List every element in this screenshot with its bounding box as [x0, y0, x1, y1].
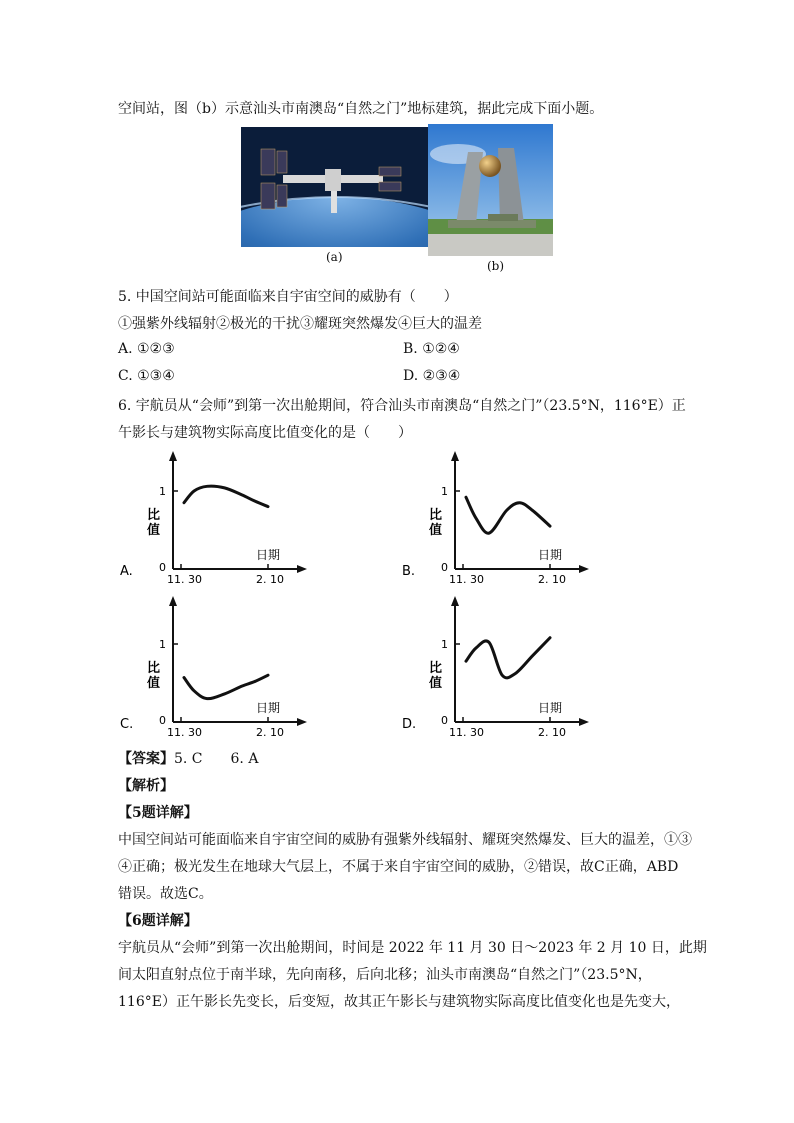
q6-stem-line1: 6. 宇航员从“会师”到第一次出舱期间，符合汕头市南澳岛“自然之门”（23.5°N，116°E）正: [118, 398, 686, 414]
y-axis-label-char: 值: [429, 523, 443, 538]
q5-option-d: D. ②③④: [403, 368, 461, 384]
q6-stem-line2: 午影长与建筑物实际高度比值变化的是（ ）: [118, 425, 412, 441]
x-tick-start-label: 11. 30: [449, 726, 484, 739]
y-axis-arrow: [451, 596, 459, 606]
x-axis-arrow: [297, 718, 307, 726]
y-axis-label-char: 值: [429, 676, 443, 691]
y-tick-one-label: 1: [441, 485, 448, 498]
y-axis-label-char: 比: [429, 661, 443, 676]
data-curve: [184, 675, 268, 698]
q5-detail-title: 【5题详解】: [118, 805, 198, 821]
y-axis-label-char: 值: [147, 676, 161, 691]
x-axis-label: 日期: [256, 701, 281, 715]
data-curve: [466, 638, 550, 678]
intro-text: 空间站，图（b）示意汕头市南澳岛“自然之门”地标建筑，据此完成下面小题。: [118, 101, 604, 117]
x-tick-end-label: 2. 10: [256, 726, 284, 739]
x-axis-label: 日期: [256, 548, 281, 562]
y-axis-label: [428, 508, 442, 538]
q5-stem: 5. 中国空间站可能面临来自宇宙空间的威胁有（ ）: [118, 289, 458, 305]
q5-option-c: C. ①③④: [118, 368, 175, 384]
answer-label: 【答案】: [118, 751, 174, 767]
origin-label: 0: [441, 561, 448, 574]
data-curve: [184, 486, 268, 506]
q5-detail-line2: ④正确；极光发生在地球大气层上，不属于来自宇宙空间的威胁，②错误，故C正确，ABD: [118, 859, 679, 875]
q5-detail-line3: 错误。故选C。: [118, 886, 213, 902]
origin-label: 0: [159, 561, 166, 574]
y-axis-label: [146, 508, 160, 538]
q5-items: ①强紫外线辐射②极光的干扰③耀斑突然爆发④巨大的温差: [118, 316, 482, 332]
option-label: C.: [120, 717, 134, 732]
figure-b-caption: (b): [487, 259, 505, 273]
answer-text: 5. C 6. A: [174, 751, 259, 767]
q5-option-a: A. ①②③: [118, 341, 175, 357]
q6-detail-line2: 间太阳直射点位于南半球，先向南移，后向北移；汕头市南澳岛“自然之门”（23.5°N，: [118, 967, 652, 983]
q6-detail-line1: 宇航员从“会师”到第一次出舱期间，时间是 2022 年 11 月 30 日～2023 年 2 月 10 日，此期: [118, 940, 707, 956]
space-station-photo: [241, 127, 428, 247]
origin-label: 0: [441, 714, 448, 727]
q6-detail-title: 【6题详解】: [118, 913, 198, 929]
origin-label: 0: [159, 714, 166, 727]
gate-landmark-photo: [428, 124, 553, 256]
x-axis-arrow: [579, 718, 589, 726]
x-tick-start-label: 11. 30: [167, 726, 202, 739]
x-tick-end-label: 2. 10: [256, 573, 284, 586]
chart-option-d: [400, 592, 610, 740]
x-axis-arrow: [297, 565, 307, 573]
x-tick-start-label: 11. 30: [167, 573, 202, 586]
x-axis-label: 日期: [538, 548, 563, 562]
option-label: A.: [120, 564, 133, 579]
y-tick-one-label: 1: [441, 638, 448, 651]
y-axis-label-char: 比: [429, 508, 443, 523]
x-tick-end-label: 2. 10: [538, 726, 566, 739]
chart-svg: [400, 447, 610, 587]
y-axis-arrow: [169, 451, 177, 461]
chart-svg: [400, 592, 610, 740]
y-axis-arrow: [451, 451, 459, 461]
figure-a-caption: (a): [326, 250, 343, 264]
answer-line: [118, 748, 258, 768]
chart-svg: [118, 447, 318, 587]
y-axis-label: [146, 661, 160, 691]
x-tick-start-label: 11. 30: [449, 573, 484, 586]
x-axis-arrow: [579, 565, 589, 573]
option-label: D.: [402, 717, 417, 732]
q6-detail-line3: 116°E）正午影长先变长，后变短，故其正午影长与建筑物实际高度比值变化也是先变大，: [118, 994, 680, 1010]
data-curve: [466, 497, 550, 533]
option-label: B.: [402, 564, 416, 579]
y-axis-label-char: 值: [147, 523, 161, 538]
analysis-title: 【解析】: [118, 778, 174, 794]
y-axis-label-char: 比: [147, 661, 161, 676]
y-axis-label: [428, 661, 442, 691]
y-tick-one-label: 1: [159, 485, 166, 498]
x-tick-end-label: 2. 10: [538, 573, 566, 586]
q5-detail-line1: 中国空间站可能面临来自宇宙空间的威胁有强紫外线辐射、耀斑突然爆发、巨大的温差，①③: [118, 832, 692, 848]
chart-option-a: [118, 447, 318, 587]
chart-option-c: [118, 592, 318, 740]
chart-svg: [118, 592, 318, 740]
chart-option-b: [400, 447, 610, 587]
y-axis-label-char: 比: [147, 508, 161, 523]
q5-option-b: B. ①②④: [403, 341, 460, 357]
x-axis-label: 日期: [538, 701, 563, 715]
y-axis-arrow: [169, 596, 177, 606]
y-tick-one-label: 1: [159, 638, 166, 651]
